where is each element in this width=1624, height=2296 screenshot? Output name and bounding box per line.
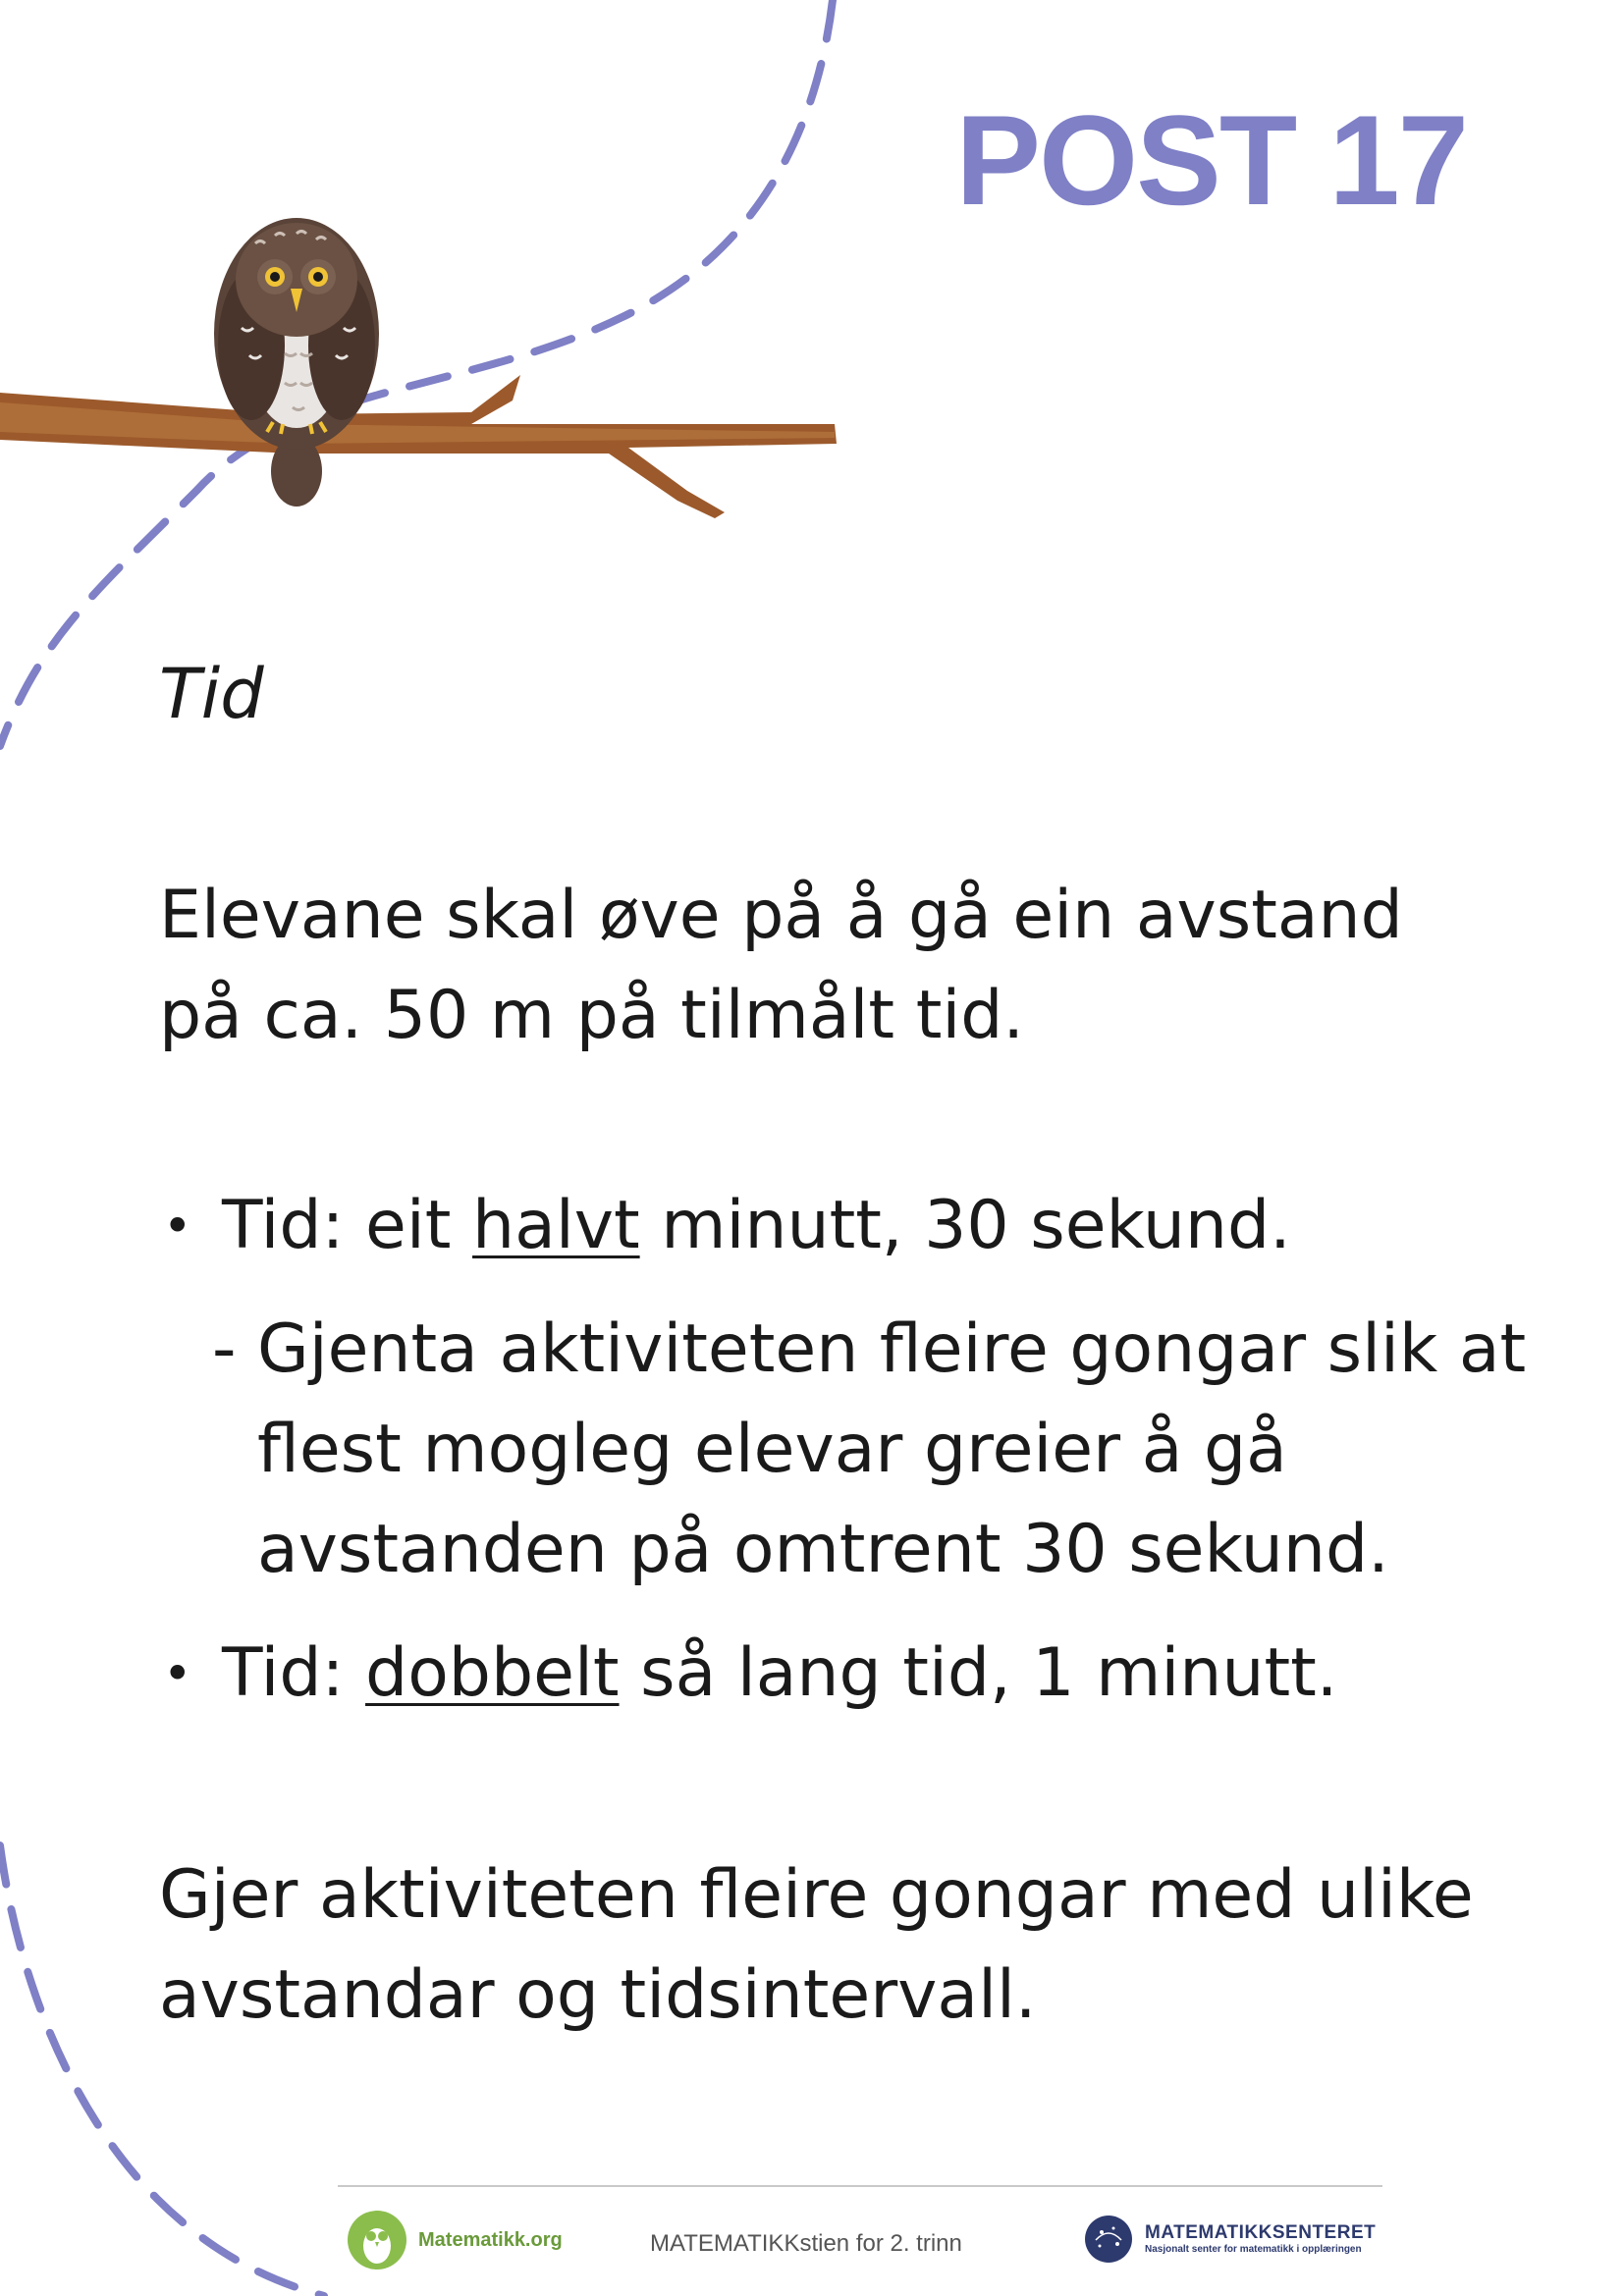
- sub-item-text: Gjenta aktiviteten fleire gongar slik at flest mogleg elevar greier å gå avstanden på omtrent 30 sekund.: [257, 1310, 1527, 1588]
- logo-right-subtitle: Nasjonalt senter for matematikk i opplæringen: [1145, 2243, 1362, 2255]
- sub-item: [159, 1300, 1534, 1600]
- dashed-trail-top: [0, 0, 833, 746]
- underlined-word: halvt: [472, 1187, 640, 1264]
- intro-paragraph: Elevane skal øve på å gå ein avstand på ca. 50 m på tilmålt tid.: [159, 877, 1403, 1054]
- list-item-prefix: Tid: eit: [222, 1187, 473, 1264]
- owl-icon: [214, 218, 379, 507]
- bullet-marker: •: [163, 1198, 192, 1255]
- list-item: [159, 1624, 1534, 1724]
- owl-logo-icon: [346, 2209, 408, 2271]
- matematikksenteret-logo[interactable]: [1084, 2215, 1376, 2264]
- logo-right-text: [1145, 2223, 1376, 2255]
- footer: [0, 2209, 1624, 2277]
- closing-paragraph: Gjer aktiviteten fleire gongar med ulike avstandar og tidsintervall.: [159, 1856, 1474, 2034]
- footer-divider: [338, 2185, 1382, 2187]
- list-item-suffix: minutt, 30 sekund.: [639, 1187, 1291, 1264]
- section-heading: Tid: [159, 654, 264, 734]
- footer-caption: MATEMATIKKstien for 2. trinn: [650, 2230, 962, 2257]
- logo-left-text: Matematikk.org: [418, 2228, 563, 2251]
- list-item-prefix: Tid:: [222, 1634, 366, 1712]
- post-title: POST 17: [955, 88, 1467, 232]
- dash-marker: -: [212, 1310, 237, 1388]
- list-item: [159, 1176, 1534, 1600]
- bullet-marker: •: [163, 1645, 192, 1702]
- list-item-text: [159, 1176, 1534, 1276]
- instruction-list: [159, 1176, 1534, 1724]
- matematikk-org-logo[interactable]: [346, 2209, 563, 2271]
- logo-right-title: MATEMATIKKSENTERET: [1145, 2222, 1377, 2244]
- matematikksenteret-icon: [1084, 2215, 1133, 2264]
- branch-illustration: [0, 375, 837, 518]
- list-item-suffix: så lang tid, 1 minutt.: [619, 1634, 1338, 1712]
- underlined-word: dobbelt: [365, 1634, 620, 1712]
- list-item-text: [159, 1624, 1534, 1724]
